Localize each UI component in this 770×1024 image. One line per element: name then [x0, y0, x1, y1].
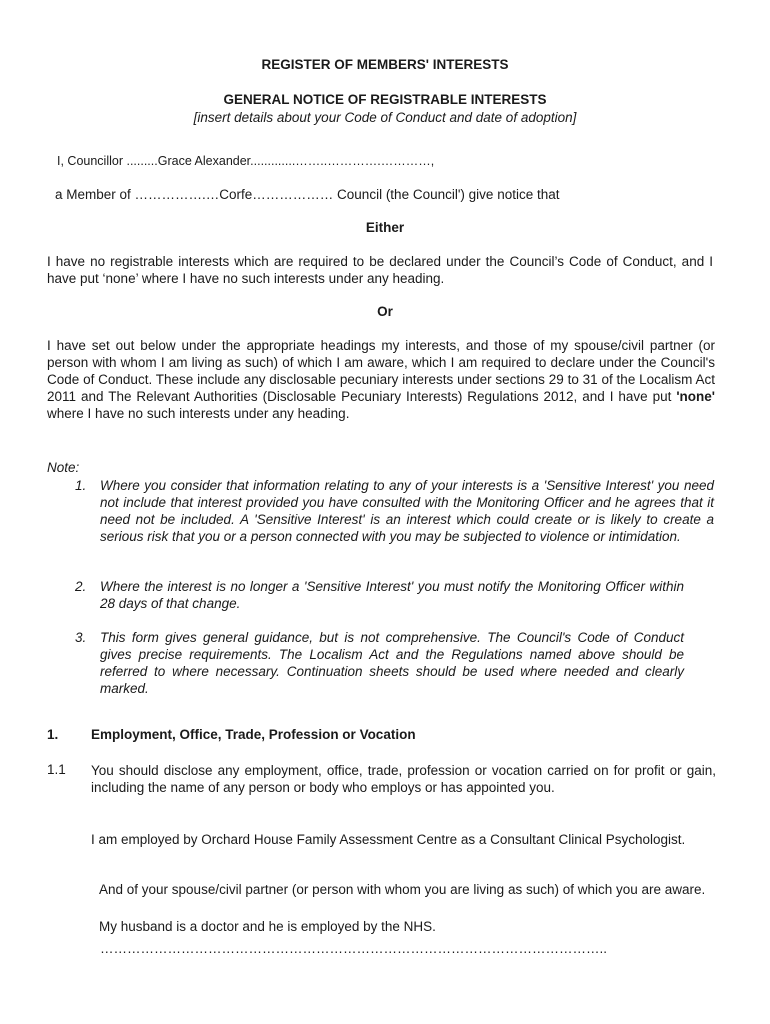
either-paragraph: I have no registrable interests which are required to be declared under the Council’s Code of Conduct, and I have put ‘none’ where I have no such interests under any heading. — [47, 254, 713, 286]
councillor-name-line: I, Councillor .........Grace Alexander.............……..………….…………, — [57, 154, 435, 168]
employment-answer-text: I am employed by Orchard House Family Assessment Centre as a Consultant Clinical Psychologist. — [91, 832, 686, 847]
note-1-text: Where you consider that information relating to any of your interests is a 'Sensitive Interest' you need not include that interest provided you have consulted with the Monitoring Officer and he agrees that it need not be included. A 'Sensitive Interest' is an interest which could create or is likely to create a serious risk that you or a person connected with you may be subjected to violence or intimidation. — [100, 478, 714, 544]
note-2-text: Where the interest is no longer a 'Sensitive Interest' you must notify the Monitoring Officer within 28 days of that change. — [100, 579, 684, 611]
document-title: REGISTER OF MEMBERS' INTERESTS — [261, 57, 509, 72]
or-paragraph — [47, 337, 715, 422]
note-1-number: 1. — [75, 478, 87, 493]
or-heading: Or — [377, 304, 393, 319]
section-1-heading: Employment, Office, Trade, Profession or Vocation — [91, 727, 416, 742]
none-emphasis: 'none' — [676, 389, 715, 404]
spouse-prompt: And of your spouse/civil partner (or person with whom you are living as such) of which you are aware. — [99, 882, 706, 897]
instruction-text: [insert details about your Code of Conduct and date of adoption] — [193, 110, 577, 125]
member-council-line: a Member of …………….…Corfe……………… Council (the Council') give notice that — [55, 187, 560, 202]
section-1-number: 1. — [47, 727, 59, 742]
section-1-1-text: You should disclose any employment, office, trade, profession or vocation carried on for profit or gain, including the name of any person or body who employs or has appointed you. — [91, 763, 716, 795]
employment-answer — [91, 831, 716, 848]
document-subtitle: GENERAL NOTICE OF REGISTRABLE INTERESTS — [223, 92, 547, 107]
note-label: Note: — [47, 460, 80, 475]
either-heading: Either — [365, 220, 405, 235]
or-paragraph-text: I have set out below under the appropriate headings my interests, and those of my spouse/civil partner (or person with whom I am living as such) of which I am aware, which I am required to declare under the Council's Code of Conduct. These include any disclosable pecuniary interests under sections 29 to 31 of the Localism Act 2011 and The Relevant Authorities (Disclosable Pecuniary Interests) Regulations 2012, and I have put — [47, 338, 715, 404]
or-paragraph-text-end: where I have no such interests under any heading. — [47, 406, 350, 421]
section-1-1-number: 1.1 — [47, 762, 66, 777]
dotted-answer-line: ………………………………………………………………………………………………….. — [100, 941, 608, 956]
spouse-answer: My husband is a doctor and he is employed by the NHS. — [99, 919, 436, 934]
note-2-number: 2. — [75, 579, 87, 594]
note-3-text: This form gives general guidance, but is not comprehensive. The Council's Code of Conduct gives precise requirements. The Localism Act and the Regulations named above should be referred to where necessary. Continuation sheets should be used where needed and clearly marked. — [100, 630, 684, 696]
note-3-number: 3. — [75, 630, 87, 645]
